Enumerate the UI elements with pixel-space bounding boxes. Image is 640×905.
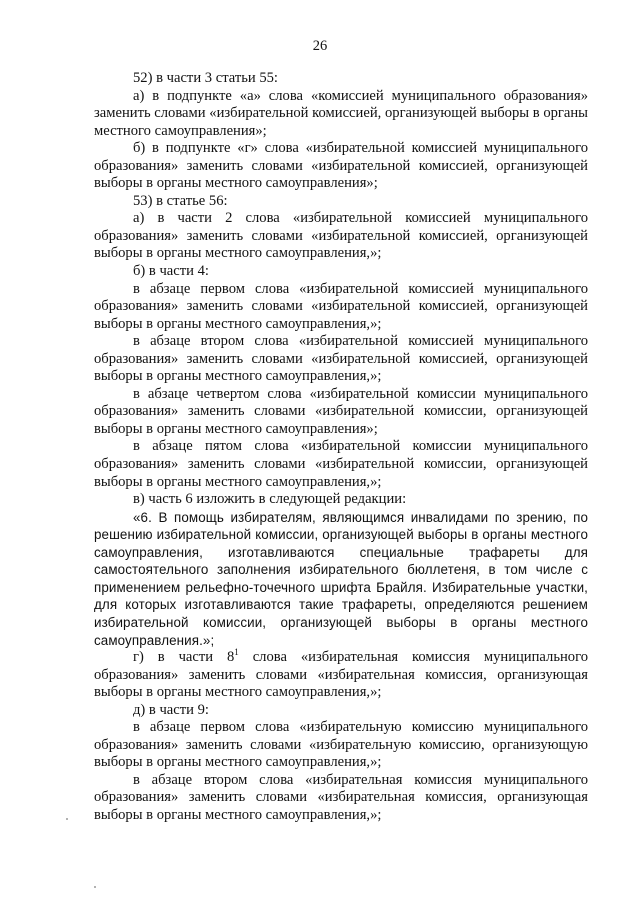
paragraph-53b-first-abzac: в абзаце первом слова «избирательной комиссией муниципального образования» заменить словами «избирательной комиссией, организующей выборы в органы местного самоуправления,»;: [94, 280, 588, 332]
paragraph-53g: [94, 649, 588, 702]
scan-speck: [66, 818, 68, 820]
paragraph-52b: б) в подпункте «г» слова «избирательной комиссией муниципального образования» заменить словами «избирательной комиссией, организующей выборы в органы местного самоуправления»;: [94, 140, 588, 192]
paragraph-52: 52) в части 3 статьи 55:: [133, 70, 278, 86]
paragraph-53g-prefix: г) в части 8: [133, 649, 235, 666]
paragraph-53b: б) в части 4:: [133, 263, 209, 280]
page-number: 26: [312, 38, 328, 54]
paragraph-53g-text: слова «избирательная комиссия муниципального образования» заменить словами «избирательная комиссия, организующая выборы в органы местного самоуправления,»;: [94, 649, 588, 701]
paragraph-53b-fifth-abzac: в абзаце пятом слова «избирательной комиссии муниципального образования» заменить словами «избирательной комиссии, организующей выборы в органы местного самоуправления,»;: [94, 438, 588, 490]
paragraph-53v: в) часть 6 изложить в следующей редакции:: [133, 491, 407, 508]
paragraph-53: 53) в статье 56:: [133, 192, 228, 209]
paragraph-53g-superscript: 1: [234, 647, 239, 658]
paragraph-53b-second-abzac: в абзаце втором слова «избирательной комиссией муниципального образования» заменить словами «избирательной комиссией, организующей выборы в органы местного самоуправления,»;: [94, 333, 588, 385]
paragraph-52a: а) в подпункте «а» слова «комиссией муниципального образования» заменить словами «избирательной комиссией, организующей выборы в органы местного самоуправления»;: [94, 87, 588, 139]
paragraph-53d-second-abzac: в абзаце втором слова «избирательная комиссия муниципального образования» заменить словами «избирательная комиссия, организующая выборы в органы местного самоуправления,»;: [94, 771, 588, 823]
paragraph-53d: д) в части 9:: [133, 701, 209, 718]
paragraph-53d-first-abzac: в абзаце первом слова «избирательную комиссию муниципального образования» заменить словами «избирательную комиссию, организующую выборы в органы местного самоуправления,»;: [94, 719, 588, 771]
paragraph-53a: а) в части 2 слова «избирательной комиссией муниципального образования» заменить словами «избирательной комиссией, организующей выборы в органы местного самоуправления,»;: [94, 210, 588, 262]
scan-speck: [94, 886, 96, 888]
document-body: [94, 70, 588, 825]
quoted-part-6: «6. В помощь избирателям, являющимся инвалидами по зрению, по решению избирательной комиссии, организующей выборы в органы местного самоуправления, изготавливаются специальные трафареты для самостоятельного заполнения избирательного бюллетеня, в том числе с применением рельефно-точечного шрифта Брайля. Избирательные участки, для которых изготавливаются такие трафареты, определяются решением избирательной комиссии, организующей выборы в органы местного самоуправления.»;: [94, 509, 588, 648]
paragraph-53b-fourth-abzac: в абзаце четвертом слова «избирательной комиссии муниципального образования» заменить словами «избирательной комиссии, организующей выборы в органы местного самоуправления»;: [94, 385, 588, 437]
